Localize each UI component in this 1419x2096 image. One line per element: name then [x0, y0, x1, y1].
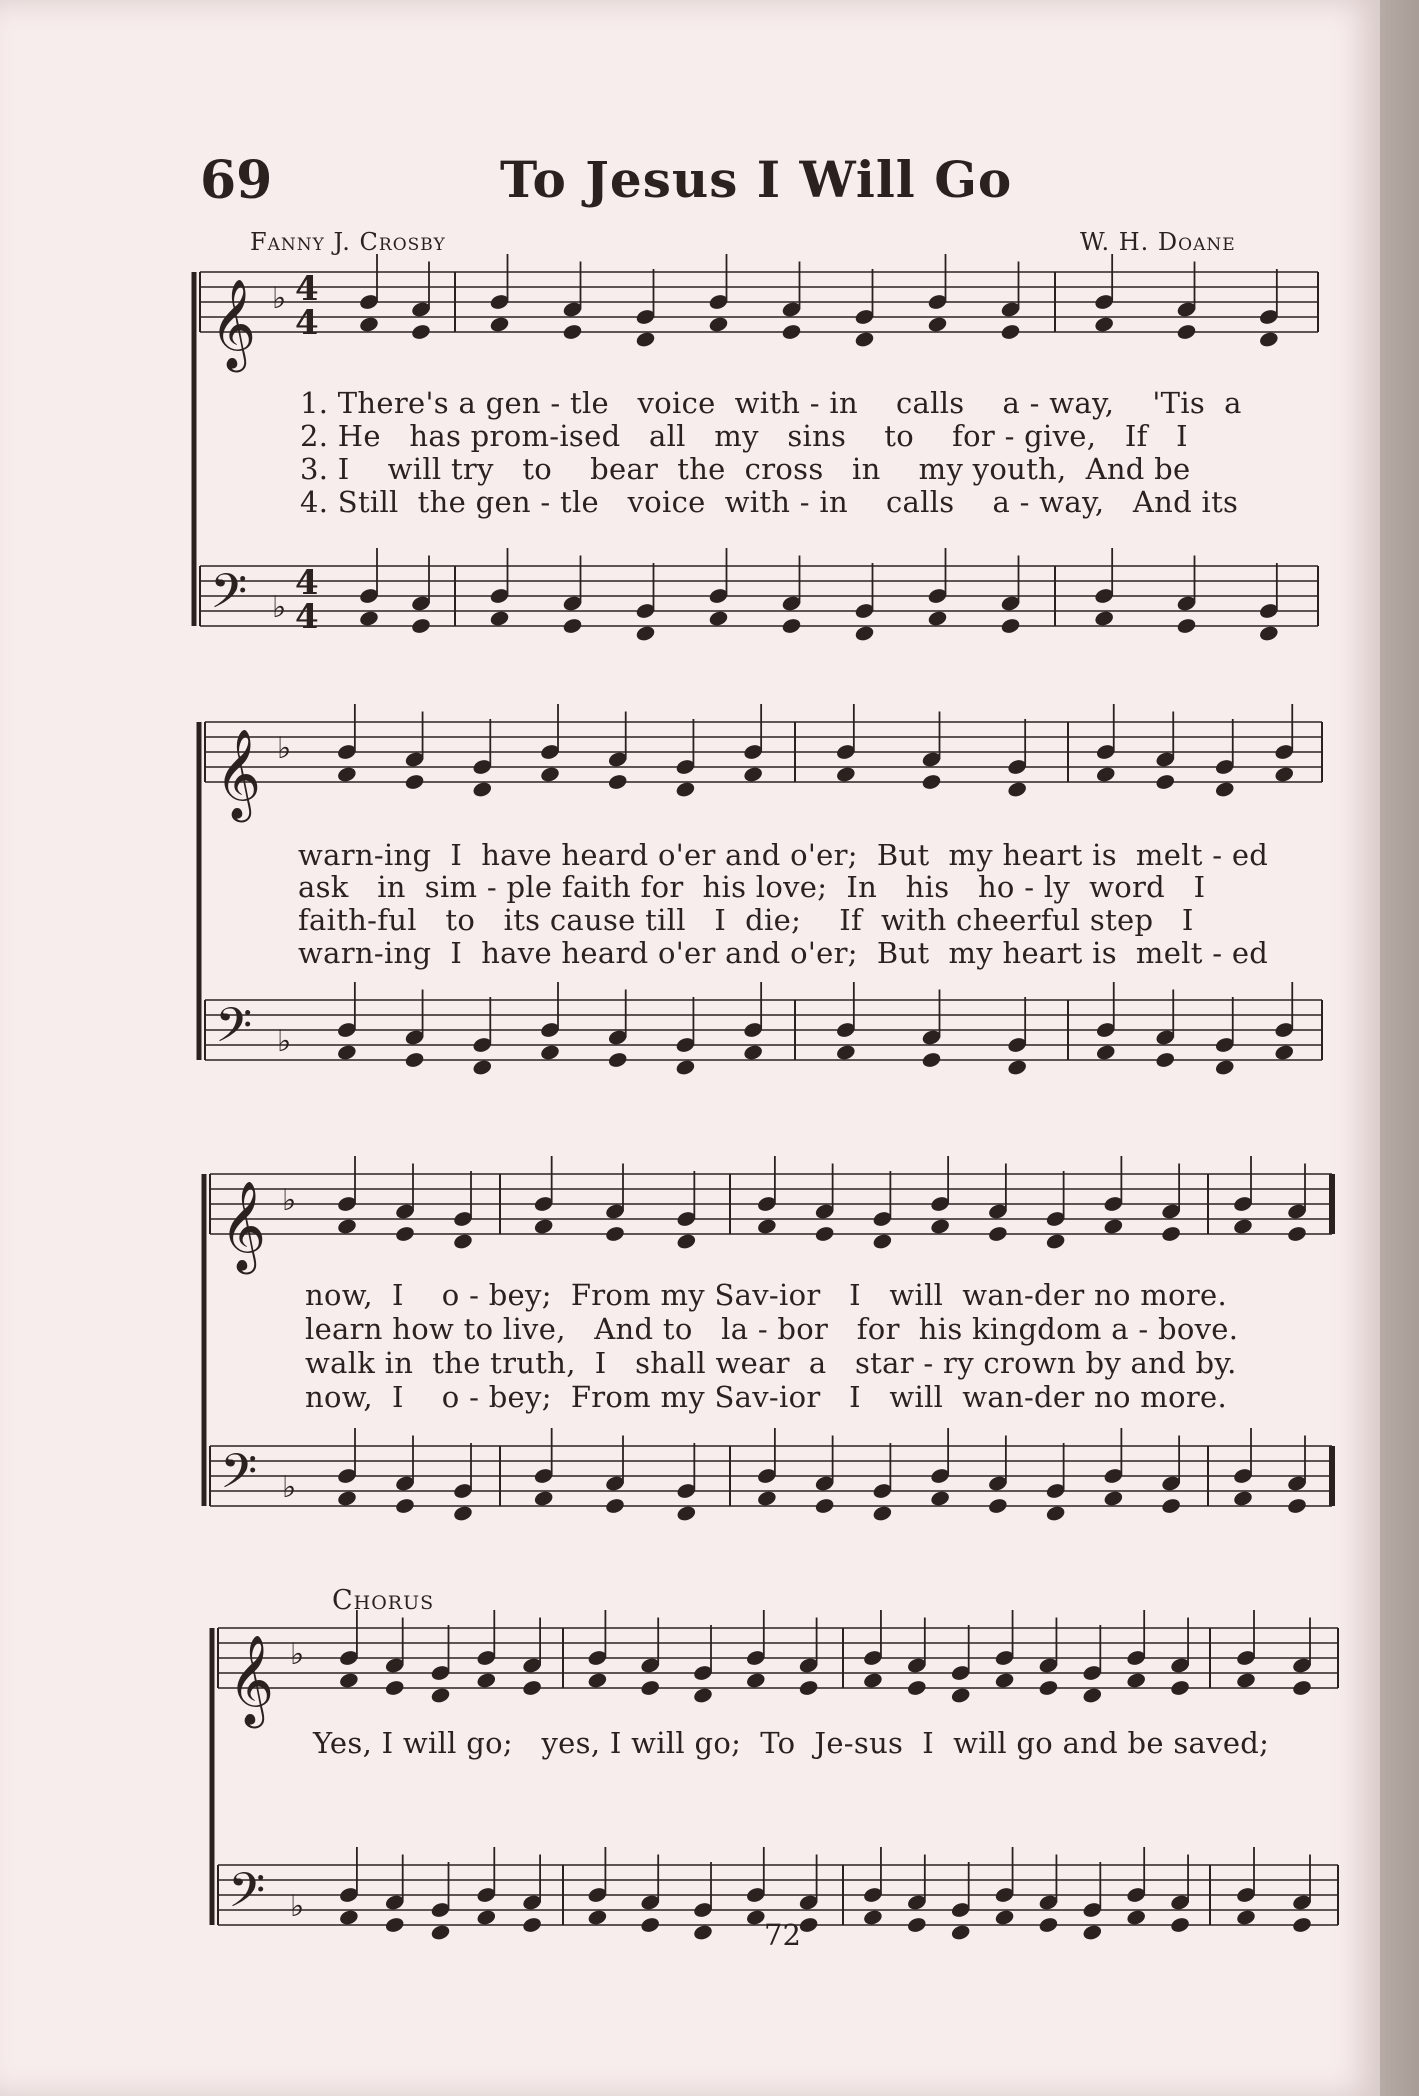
system1-treble-notehead: [927, 315, 948, 333]
system3-bass-notehead: [1103, 1489, 1124, 1507]
system3-bass-flat: ♭: [282, 1470, 297, 1505]
system1-bass-notehead: [854, 624, 875, 642]
system3-bass-notehead: [394, 1497, 415, 1515]
system2-bass-clef: 𝄢: [215, 997, 253, 1065]
system4-bass-notehead: [1235, 1908, 1256, 1926]
system1-bass-notehead: [358, 609, 379, 627]
system1-treble-notehead: [1258, 330, 1279, 348]
system4-bass-notehead: [338, 1908, 359, 1926]
system1-treble-notehead: [1093, 315, 1114, 333]
system4-treble-notehead: [862, 1671, 883, 1689]
system3-treble-notehead: [1160, 1225, 1181, 1243]
system2-bass-notehead: [472, 1058, 493, 1076]
system3-treble-notehead: [814, 1225, 835, 1243]
system4-bass-notehead: [587, 1908, 608, 1926]
system2-treble-notehead: [607, 773, 628, 791]
system3-bass-notehead: [929, 1489, 950, 1507]
system3-bass-notehead: [452, 1504, 473, 1522]
system1-bass-flat: ♭: [272, 590, 287, 625]
lyricist-credit: Fanny J. Crosby: [250, 228, 446, 256]
system3-bass-notehead: [336, 1489, 357, 1507]
system4-treble-notehead: [1291, 1679, 1312, 1697]
system2-bass-notehead: [835, 1043, 856, 1061]
system2-bass-notehead: [1214, 1058, 1235, 1076]
system1-bass-notehead: [1093, 609, 1114, 627]
page-number: 72: [764, 1918, 801, 1952]
lyric-line-system1-verse1: 1. There's a gen - tle voice with - in calls a - way, 'Tis a: [300, 386, 1242, 420]
system3-bass-notehead: [676, 1504, 697, 1522]
lyric-line-system3-verse1: now, I o - bey; From my Sav-ior I will wan-der no more.: [305, 1278, 1228, 1312]
system1-bass-notehead: [927, 609, 948, 627]
system2-treble-notehead: [921, 773, 942, 791]
system4-treble-notehead: [1169, 1679, 1190, 1697]
system4-bass-notehead: [430, 1923, 451, 1941]
system2-bass-notehead: [675, 1058, 696, 1076]
composer-credit: W. H. Doane: [1080, 228, 1236, 256]
system2-bass-notehead: [539, 1043, 560, 1061]
system3-treble-notehead: [872, 1232, 893, 1250]
time-signature-bottom: 4: [295, 597, 319, 637]
time-signature-bottom: 4: [295, 303, 319, 343]
system4-bass-notehead: [692, 1923, 713, 1941]
system2-bass-notehead: [921, 1051, 942, 1069]
system3-treble-notehead: [1286, 1225, 1307, 1243]
system3-treble-clef: 𝄞: [220, 1181, 267, 1271]
system2-treble-notehead: [675, 780, 696, 798]
system4-treble-notehead: [1082, 1686, 1103, 1704]
system4-bass-notehead: [384, 1916, 405, 1934]
system2-treble-clef: 𝄞: [215, 729, 262, 819]
system1-treble-flat: ♭: [272, 281, 287, 316]
system2-treble-flat: ♭: [277, 731, 292, 766]
system2-bass-flat: ♭: [277, 1024, 292, 1059]
system4-treble-notehead: [587, 1671, 608, 1689]
system4-treble-notehead: [384, 1679, 405, 1697]
system4-bass-flat: ♭: [290, 1889, 305, 1924]
system3-treble-notehead: [604, 1225, 625, 1243]
system4-treble-flat: ♭: [290, 1637, 305, 1672]
system3-bass-notehead: [604, 1497, 625, 1515]
system2-treble-notehead: [1155, 773, 1176, 791]
system3-treble-notehead: [1103, 1217, 1124, 1235]
system2-bass-notehead: [336, 1043, 357, 1061]
system4-treble-notehead: [745, 1671, 766, 1689]
lyric-line-system2-verse3: faith-ful to its cause till I die; If with cheerful step I: [298, 903, 1194, 937]
system2-treble-notehead: [1274, 765, 1295, 783]
system3-bass-notehead: [533, 1489, 554, 1507]
system2-treble-notehead: [1214, 780, 1235, 798]
system4-treble-clef: 𝄞: [228, 1635, 275, 1725]
system4-treble-notehead: [692, 1686, 713, 1704]
system3-treble-notehead: [394, 1225, 415, 1243]
lyric-line-system1-verse3: 3. I will try to bear the cross in my youth, And be: [300, 452, 1191, 486]
system1-bass-clef: 𝄢: [210, 563, 248, 631]
system4-treble-notehead: [950, 1686, 971, 1704]
system2-treble-notehead: [835, 765, 856, 783]
system3-bass-notehead: [1045, 1504, 1066, 1522]
system4-treble-notehead: [1235, 1671, 1256, 1689]
system4-bass-notehead: [950, 1923, 971, 1941]
lyric-line-system2-verse1: warn-ing I have heard o'er and o'er; But my heart is melt - ed: [298, 838, 1269, 872]
time-signature-top: 4: [295, 269, 319, 309]
lyric-line-system1-verse4: 4. Still the gen - tle voice with - in calls a - way, And its: [300, 485, 1239, 519]
system2-treble-notehead: [336, 765, 357, 783]
system1-treble-notehead: [489, 315, 510, 333]
lyric-line-system3-verse4: now, I o - bey; From my Sav-ior I will wan-der no more.: [305, 1380, 1228, 1414]
system3-bass-notehead: [1160, 1497, 1181, 1515]
system1-bass-notehead: [562, 617, 583, 635]
system1-treble-notehead: [781, 323, 802, 341]
system4-bass-notehead: [476, 1908, 497, 1926]
system4-bass-notehead: [906, 1916, 927, 1934]
system2-bass-notehead: [1006, 1058, 1027, 1076]
system2-bass-notehead: [742, 1043, 763, 1061]
system1-bass-notehead: [708, 609, 729, 627]
system4-treble-notehead: [906, 1679, 927, 1697]
lyric-line-chorus: Yes, I will go; yes, I will go; To Je-sus I will go and be saved;: [313, 1726, 1270, 1760]
system3-treble-notehead: [1232, 1217, 1253, 1235]
system4-treble-notehead: [640, 1679, 661, 1697]
system3-bass-clef: 𝄢: [220, 1443, 258, 1511]
system4-treble-notehead: [521, 1679, 542, 1697]
system2-bass-notehead: [1095, 1043, 1116, 1061]
system4-treble-notehead: [338, 1671, 359, 1689]
system4-treble-notehead: [994, 1671, 1015, 1689]
system4-bass-notehead: [1082, 1923, 1103, 1941]
system3-bass-notehead: [872, 1504, 893, 1522]
system3-treble-notehead: [929, 1217, 950, 1235]
system4-bass-notehead: [1126, 1908, 1147, 1926]
system2-treble-notehead: [1006, 780, 1027, 798]
lyric-line-system3-verse2: learn how to live, And to la - bor for his kingdom a - bove.: [305, 1312, 1239, 1346]
system2-treble-notehead: [1095, 765, 1116, 783]
system3-bass-notehead: [814, 1497, 835, 1515]
system4-bass-notehead: [1038, 1916, 1059, 1934]
system1-bass-notehead: [1258, 624, 1279, 642]
system2-treble-notehead: [539, 765, 560, 783]
lyric-line-system3-verse3: walk in the truth, I shall wear a star - ry crown by and by.: [305, 1346, 1237, 1380]
system4-bass-notehead: [994, 1908, 1015, 1926]
system4-bass-notehead: [1291, 1916, 1312, 1934]
page-edge: [1380, 0, 1419, 2096]
system1-treble-notehead: [708, 315, 729, 333]
system3-bass-notehead: [1286, 1497, 1307, 1515]
system1-treble-notehead: [358, 315, 379, 333]
system1-treble-notehead: [410, 323, 431, 341]
system3-treble-notehead: [1045, 1232, 1066, 1250]
system3-treble-notehead: [676, 1232, 697, 1250]
system1-treble-notehead: [562, 323, 583, 341]
system1-bass-notehead: [781, 617, 802, 635]
system4-treble-notehead: [430, 1686, 451, 1704]
system4-treble-notehead: [798, 1679, 819, 1697]
lyric-line-system1-verse2: 2. He has prom-ised all my sins to for - give, If I: [300, 419, 1188, 453]
system4-treble-notehead: [1038, 1679, 1059, 1697]
system3-treble-notehead: [756, 1217, 777, 1235]
system4-treble-notehead: [476, 1671, 497, 1689]
system4-bass-notehead: [1169, 1916, 1190, 1934]
system3-bass-notehead: [756, 1489, 777, 1507]
system1-bass-notehead: [635, 624, 656, 642]
system2-treble-notehead: [404, 773, 425, 791]
system3-treble-notehead: [452, 1232, 473, 1250]
system2-treble-notehead: [472, 780, 493, 798]
hymn-number: 69: [200, 150, 273, 211]
system3-treble-notehead: [336, 1217, 357, 1235]
system2-bass-notehead: [404, 1051, 425, 1069]
system1-bass-notehead: [489, 609, 510, 627]
system4-bass-notehead: [798, 1916, 819, 1934]
system1-bass-notehead: [1176, 617, 1197, 635]
system3-treble-flat: ♭: [282, 1183, 297, 1218]
system1-treble-notehead: [635, 330, 656, 348]
system1-bass-notehead: [410, 617, 431, 635]
system1-treble-notehead: [854, 330, 875, 348]
chorus-label: Chorus: [332, 1585, 435, 1616]
system3-bass-notehead: [1232, 1489, 1253, 1507]
system2-bass-notehead: [1274, 1043, 1295, 1061]
system4-bass-clef: 𝄢: [228, 1862, 266, 1930]
system4-bass-notehead: [521, 1916, 542, 1934]
system4-treble-notehead: [1126, 1671, 1147, 1689]
system1-treble-clef: 𝄞: [210, 279, 257, 369]
system1-treble-notehead: [1176, 323, 1197, 341]
lyric-line-system2-verse4: warn-ing I have heard o'er and o'er; But my heart is melt - ed: [298, 936, 1269, 970]
system4-bass-notehead: [862, 1908, 883, 1926]
time-signature-top: 4: [295, 563, 319, 603]
system1-treble-notehead: [1000, 323, 1021, 341]
system4-bass-notehead: [640, 1916, 661, 1934]
system3-treble-notehead: [987, 1225, 1008, 1243]
system2-bass-notehead: [1155, 1051, 1176, 1069]
hymn-title: To Jesus I Will Go: [500, 150, 1013, 209]
system2-treble-notehead: [742, 765, 763, 783]
system1-bass-notehead: [1000, 617, 1021, 635]
system2-bass-notehead: [607, 1051, 628, 1069]
lyric-line-system2-verse2: ask in sim - ple faith for his love; In his ho - ly word I: [298, 870, 1206, 904]
system3-bass-notehead: [987, 1497, 1008, 1515]
system3-treble-notehead: [533, 1217, 554, 1235]
